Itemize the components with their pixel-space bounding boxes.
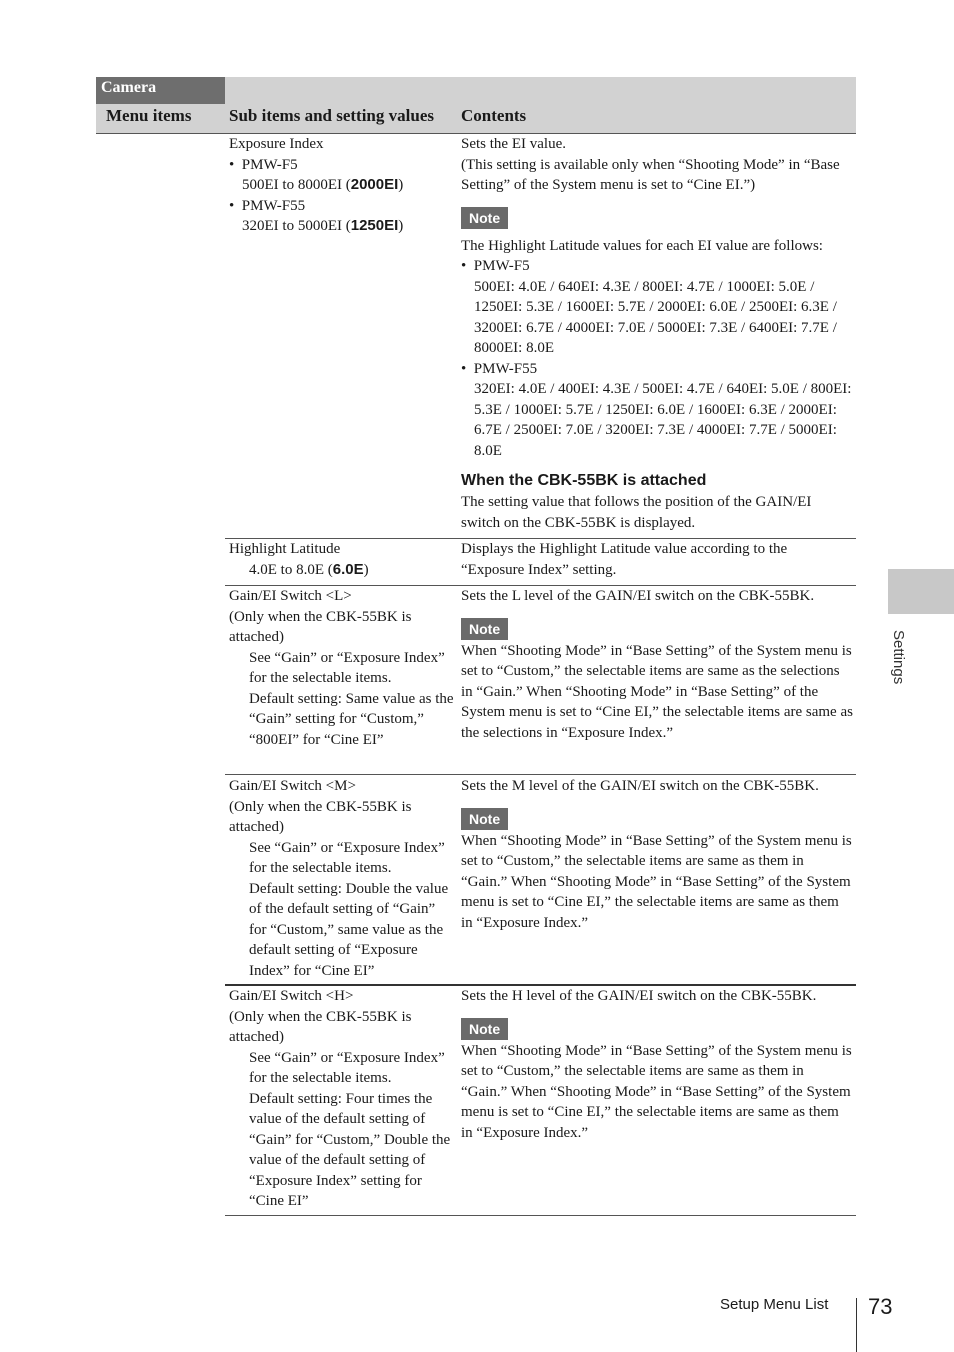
- table-row-exposure-index-sub: [229, 134, 455, 237]
- default-setting-text: Default setting: Four times the value of the default setting of “Gain” for “Custom,” Double the value of the default setting of “Exposure Index” setting for “Cine EI”: [249, 1090, 451, 1209]
- see-text: See “Gain” or “Exposure Index” for the selectable items.: [249, 649, 445, 686]
- note-badge: Note: [461, 808, 508, 830]
- condition-text: (Only when the CBK-55BK is attached): [229, 608, 412, 645]
- sub-item-title: Gain/EI Switch <M>: [229, 778, 356, 794]
- contents-text: Displays the Highlight Latitude value according to the “Exposure Index” setting.: [461, 541, 788, 578]
- setting-range: 320EI to 5000EI (1250EI): [242, 217, 404, 234]
- table-row-gain-ei-switch-m-contents: [461, 776, 853, 933]
- column-header-contents: Contents: [461, 106, 527, 125]
- table-row-highlight-latitude-contents: [461, 539, 853, 580]
- table-row-gain-ei-switch-l-contents: [461, 586, 853, 743]
- default-value: 1250EI: [350, 217, 399, 234]
- column-header-menu-items: Menu items: [106, 106, 192, 125]
- row-divider: [225, 774, 856, 775]
- list-item: • PMW-F5: [229, 156, 298, 173]
- default-setting-text: Default setting: Double the value of the default setting of “Gain” for “Custom,” same value as the default setting of “Exposure Index” for “Cine EI”: [249, 880, 449, 979]
- list-item: • PMW-F55: [229, 197, 306, 214]
- condition-text: (Only when the CBK-55BK is attached): [229, 1008, 412, 1045]
- see-text: See “Gain” or “Exposure Index” for the selectable items.: [249, 1049, 445, 1086]
- note-text: When “Shooting Mode” in “Base Setting” of the System menu is set to “Custom,” the selectable items are same as them in “Gain.” When “Shooting Mode” in “Base Setting” of the System menu is set to “Cine EI,” the selectable items are same as them in “Exposure Index.”: [461, 1042, 852, 1141]
- footer-section-title: Setup Menu List: [720, 1296, 829, 1313]
- sub-item-title: Highlight Latitude: [229, 541, 341, 557]
- table-bottom-rule: [225, 1215, 856, 1216]
- default-setting-text: Default setting: Same value as the “Gain” setting for “Custom,” “800EI” for “Cine EI”: [249, 690, 454, 748]
- list-item: • PMW-F55: [461, 360, 538, 377]
- column-header-sub-items: Sub items and setting values: [229, 106, 434, 125]
- sub-item-title: Gain/EI Switch <L>: [229, 588, 352, 604]
- footer-divider: [856, 1298, 857, 1352]
- table-row-exposure-index-contents: [461, 134, 853, 533]
- condition-text: (Only when the CBK-55BK is attached): [229, 798, 412, 835]
- latitude-values: 500EI: 4.0E / 640EI: 4.3E / 800EI: 4.7E / 1000EI: 5.0E / 1250EI: 5.3E / 1600EI: 5.7E / 2000EI: 6.0E / 2500EI: 6.3E / 3200EI: 6.7E / 4000EI: 7.0E / 5000EI: 7.3E / 6400EI: 7.7E / 8000EI: 8.0E: [474, 278, 837, 356]
- note-badge: Note: [461, 618, 508, 640]
- default-value: 2000EI: [350, 176, 399, 193]
- sub-item-title: Exposure Index: [229, 136, 324, 152]
- contents-text: The setting value that follows the position of the GAIN/EI switch on the CBK-55BK is displayed.: [461, 494, 812, 531]
- table-row-gain-ei-switch-l-sub: [229, 586, 455, 750]
- table-row-highlight-latitude-sub: [229, 539, 455, 580]
- table-row-gain-ei-switch-h-contents: [461, 986, 853, 1143]
- category-label: Camera: [96, 77, 225, 104]
- default-value: 6.0E: [332, 560, 364, 578]
- section-label: Settings: [890, 630, 907, 685]
- table-row-gain-ei-switch-m-sub: [229, 776, 455, 981]
- note-text: When “Shooting Mode” in “Base Setting” of the System menu is set to “Custom,” the selectable items are same as the selections in “Gain.” When “Shooting Mode” in “Base Setting” of the System menu is set to “Cine EI,” the selectable items are same as the selections in “Exposure Index.”: [461, 642, 853, 741]
- contents-text: (This setting is available only when “Shooting Mode” in “Base Setting” of the System menu is set to “Cine EI.”): [461, 156, 840, 193]
- setting-range: 500EI to 8000EI (2000EI): [242, 176, 404, 193]
- contents-text: Sets the H level of the GAIN/EI switch on the CBK-55BK.: [461, 988, 817, 1004]
- note-text: The Highlight Latitude values for each EI value are follows:: [461, 237, 823, 254]
- list-item: • PMW-F5: [461, 258, 530, 274]
- contents-text: Sets the M level of the GAIN/EI switch on the CBK-55BK.: [461, 778, 819, 794]
- section-tab: [888, 569, 954, 614]
- note-badge: Note: [461, 1018, 508, 1040]
- latitude-values: 320EI: 4.0E / 400EI: 4.3E / 500EI: 4.7E / 640EI: 5.0E / 800EI: 5.3E / 1000EI: 5.7E / 1250EI: 6.0E / 1600EI: 6.3E / 2000EI: 6.7E / 2500EI: 7.0E / 3200EI: 7.3E / 4000EI: 7.7E / 5000EI: 8.0E: [474, 381, 852, 459]
- note-badge: Note: [461, 207, 508, 229]
- note-text: When “Shooting Mode” in “Base Setting” of the System menu is set to “Custom,” the selectable items are same as them in “Gain.” When “Shooting Mode” in “Base Setting” of the System menu is set to “Cine EI,” the selectable items are same as them in “Exposure Index.”: [461, 832, 852, 931]
- section-subheading: When the CBK-55BK is attached: [461, 472, 707, 489]
- page-number: 73: [868, 1294, 893, 1319]
- sub-item-title: Gain/EI Switch <H>: [229, 988, 354, 1004]
- setting-range: 4.0E to 8.0E (6.0E): [249, 560, 369, 578]
- contents-text: Sets the EI value.: [461, 136, 566, 152]
- table-row-gain-ei-switch-h-sub: [229, 986, 455, 1212]
- see-text: See “Gain” or “Exposure Index” for the selectable items.: [249, 839, 445, 876]
- contents-text: Sets the L level of the GAIN/EI switch on the CBK-55BK.: [461, 588, 815, 604]
